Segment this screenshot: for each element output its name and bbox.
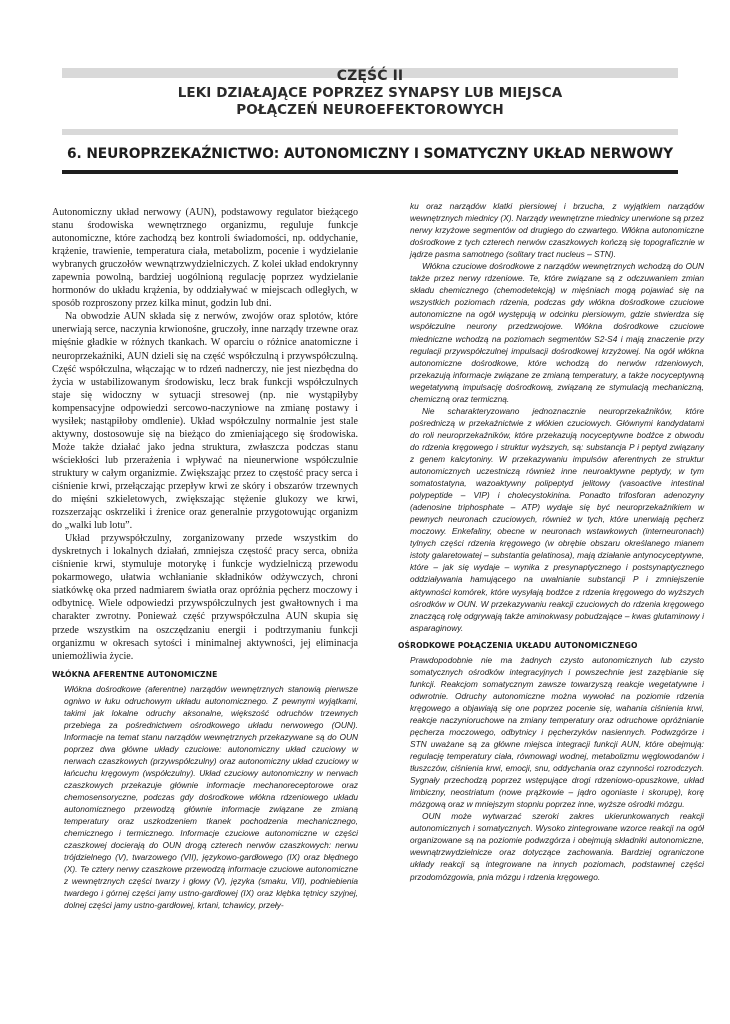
- italic-paragraph: ku oraz narządów klatki piersiowej i brzucha, z wyjątkiem narządów wewnętrznych miednicy (X). Narządy wewnętrzne miednicy unerwione są przez nerwy krzyżowe segmentów od drugiego do czwartego. Włókna autonomiczne dośrodkowe z tych czterech nerwów czaszkowych kończą się topograficznie w jądrze pasma samotnego (solitary tract nucleus – STN).: [410, 201, 705, 260]
- part-label: CZĘŚĆ II: [336, 68, 404, 84]
- part-title-line2: POŁĄCZEŃ NEUROEFEKTOROWYCH: [236, 102, 504, 118]
- italic-paragraph: Prawdopodobnie nie ma żadnych czysto autonomicznych lub czysto somatycznych ośrodków integracyjnych i powszechnie jest zazębianie się funkcji. Reakcjom somatycznym zawsze towarzyszą reakcje wegetatywne i odwrotnie. Odruchy autonomiczne można wywołać na poziomie rdzenia kręgowego a objawiają się one poprzez pocenie się, wahania ciśnienia krwi, reakcje naczynioruchowe na zmiany temperatury oraz odruchowe opróżnianie pęcherza moczowego, odbytnicy i pęcherzyków nasiennych. Podwzgórze i STN uważane są za główne miejsca integracji funkcji AUN, które obejmują: regulację temperatury ciała, równowagi wodnej, metabolizmu węglowodanów i tłuszczów, ciśnienia krwi, emocji, snu, oddychania oraz czynności rozrodczych. Sygnały przechodzą poprzez wstępujące drogi rdzeniowo-opuszkowe, układ limbiczny, neostriatum (nowe prążkowie – jądro ogoniaste i skorupę), korę mózgową oraz w mniejszym stopniu poprzez inne, wyższe ośrodki mózgu.: [410, 654, 704, 810]
- section-heading: OŚRODKOWE POŁĄCZENIA UKŁADU AUTONOMICZNEGO: [398, 640, 638, 650]
- italic-paragraph: OUN może wytwarzać szeroki zakres ukierunkowanych reakcji autonomicznych i somatycznych. Wysoko zintegrowane wzorce reakcji na ogół organizowane są na poziomie podwzgórza i obejmują składniki autonomiczne, wewnątrzwydzielnicze oraz dotyczące zachowania. Bardziej ograniczone układy reakcji są integrowane na innych poziomach, podstawnej części przodomózgowia, pnia mózgu i rdzenia kręgowego.: [410, 811, 704, 882]
- chapter-rule: [62, 170, 678, 174]
- part-title-line1: LEKI DZIAŁAJĄCE POPRZEZ SYNAPSY LUB MIEJSCA: [177, 85, 563, 101]
- right-column: [398, 200, 704, 883]
- italic-paragraph: Włókna czuciowe dośrodkowe z narządów wewnętrznych wchodzą do OUN także przez nerwy rdzeniowe. Te, które związane są z odczuwaniem zmian składu chemicznego (chemodetekcją) w mięśniach mogą pojawiać się na wszystkich poziomach rdzenia, podczas gdy włókna dośrodkowe czuciowe autonomiczne na ogół występują w odcinku piersiowym, gdzie stwierdza się współczulne neurony przedzwojowe. Włókna dośrodkowe czuciowe miedniczne wchodzą na poziomach segmentów S2-S4 i mają znaczenie przy regulacji przywspółczulnej impulsacji dośrodkowej krzyżowej. Na ogół włókna autonomiczne dośrodkowe, które wchodzą do nerwów rdzeniowych, przekazują informacje związane ze zmianą temperatury, a także nocyceptywną wegetatywną impulsację dośrodkową, związaną ze stymulacją mechaniczną, chemiczną oraz termiczną.: [410, 261, 704, 404]
- body-paragraph: Autonomiczny układ nerwowy (AUN), podstawowy regulator bieżącego stanu środowiska wewnętrznego organizmu, reguluje funkcje autonomiczne, które zachodzą bez kontroli świadomości, np. oddychanie, krążenie, trawienie, temperatura ciała, metabolizm, pocenie i wydzielanie wybranych gruczołów wewnątrzwydzielniczych. Z kolei układ endokrynny zapewnia powolną, bardziej uogólnioną regulację poprzez wydzielanie hormonów do układu krążenia, by oddziaływać w miejscach odległych, w sposób rozproszony przez kilka minut, godzin lub dni.: [52, 207, 358, 310]
- chapter-title: 6. NEUROPRZEKAŹNICTWO: AUTONOMICZNY I SOMATYCZNY UKŁAD NERWOWY: [67, 146, 673, 162]
- left-column: [52, 206, 358, 912]
- italic-paragraph: Włókna dośrodkowe (aferentne) narządów wewnętrznych stanowią pierwsze ogniwo w łuku odruchowym układu autonomicznego. Z pewnymi wyjątkami, takimi jak lokalne odruchy aksonalne, większość odruchów trzewnych przebiega za pośrednictwem ośrodkowego układu nerwowego (OUN). Informacje na temat stanu narządów wewnętrznych przekazywane są do OUN poprzez dwa główne układy czuciowe: autonomiczny układ czuciowy w nerwach czaszkowych (przywspółczulny) oraz autonomiczny układ czuciowy w łańcuchu kręgowym (współczulny). Układ czuciowy autonomiczny w nerwach czaszkowych przekazuje głównie informacje mechanoreceptorowe oraz chemosensoryczne, podczas gdy dośrodkowe włókna rdzeniowego układu autonomicznego przewodzą głównie informacje związane ze zmianą temperatury oraz uszkodzeniem tkanek pochodzenia mechanicznego, chemicznego i termicznego. Informacje czuciowe autonomiczne w części czaszkowej docierają do OUN drogą czterech nerwów czaszkowych: nerwu trójdzielnego (V), twarzowego (VII), językowo-gardłowego (IX) oraz błędnego (X). Te cztery nerwy czaszkowe przewodzą informacje czuciowe autonomiczne z wewnętrznych części twarzy i głowy (V), języka (smaku, VII), podniebienia twardego i górnej części jamy ustno-gardłowej (IX) oraz klębka tętnicy szyjnej, dolnej części jamy ustno-gardłowej, krtani, tchawicy, przeły-: [64, 683, 358, 911]
- part-header: [62, 68, 678, 119]
- header-band-bottom: [62, 129, 678, 135]
- section-heading: WŁÓKNA AFERENTNE AUTONOMICZNE: [52, 669, 218, 679]
- body-paragraph: Na obwodzie AUN składa się z nerwów, zwojów oraz splotów, które unerwiają serce, naczynia krwionośne, gruczoły, inne narządy trzewne oraz mięśnie gładkie w różnych tkankach. W oparciu o różnice anatomiczne i neuroprzekaźniki, AUN dzieli się na część współczulną i przywspółczulną. Część współczulna, włączając w to rdzeń nadnerczy, nie jest niezbędna do życia w ustabilizowanym środowisku, lecz brak funkcji współczulnych staje się widoczny w sytuacji stresowej (np. nie wystąpiłyby kompensacyjne odpowiedzi sercowo-naczyniowe na zmianę postawy i wysiłek; nastąpiłoby omdlenie). Układ współczulny normalnie jest stale aktywny, dostosowuje się na bieżąco do zmieniającego się środowiska. Może także działać jako jedna struktura, zwłaszcza podczas stanu wściekłości lub przerażenia i wpływać na nieunerwione współczulnie struktury w całym organizmie. Zwiększając przez to częstość pracy serca i ciśnienie krwi, przełączając przepływ krwi ze skóry i obszarów trzewnych do mięśni szkieletowych, zwiększając stężenie glukozy we krwi, rozszerzając oskrzeliki i źrenice oraz generalnie przygotowując organizm do „walki lub lotu”.: [52, 311, 358, 532]
- italic-paragraph: Nie scharakteryzowano jednoznacznie neuroprzekaźników, które pośredniczą w przekaźnictwie z włókien czuciowych. Głównymi kandydatami do roli neuroprzekaźników, które przekazują nocyceptywne bodźce z obwodu do rdzenia kręgowego i struktur wyższych, są: substancja P i peptyd związany z genem kalcytoniny. W przekazywaniu impulsów aferentnych ze struktur autonomicznych uczestniczą również inne neuroaktywne peptydy, w tym somatostatyna, wazoaktywny polipeptyd jelitowy (vasoactive intestinal polypeptide – VIP) i cholecystokinina. Ponadto trifosforan adenozyny (adenosine triphosphate – ATP) wydaje się być neuroprzekaźnikiem w pewnych neuronach czuciowych, również w tych, które unerwiają pęcherz moczowy. Enkefaliny, obecne w neuronach wstawkowych (interneuronach) tylnych części rdzenia kręgowego (w obrębie obszaru określanego mianem istoty galaretowatej – substantia gelatinosa), mają działanie antynocyceptywne, które – jak się wydaje – wynika z presynaptycznego i postsynaptycznego oddziaływania hamującego na uwalnianie substancji P i zmniejszenie aktywności komórek, które wysyłają bodźce z rdzenia kręgowego do wyższych ośrodków w OUN. W przekazywaniu reakcji czuciowych do rdzenia kręgowego znaczącą rolę odgrywają także aminokwasy pobudzające – kwas glutaminowy i asparaginowy.: [410, 405, 704, 633]
- body-paragraph: Układ przywspółczulny, zorganizowany przede wszystkim do dyskretnych i lokalnych działań, zmniejsza częstość pracy serca, obniża ciśnienie krwi, stymuluje motorykę i funkcje wydzielniczą przewodu pokarmowego, ułatwia wchłanianie składników odżywczych, chroni siatkówkę oka przed nadmiarem światła oraz opróżnia pęcherz moczowy i odbytnicę. Wiele odpowiedzi przywspółczulnych jest gwałtownych i ma charakter zwrotny. Ponieważ część przywspółczulna AUN skupia się przede wszystkim na oszczędzaniu energii i podtrzymaniu funkcji organizmu w okresach sytości i minimalnej aktywności, jej eliminacja uniemożliwia życie.: [52, 533, 358, 662]
